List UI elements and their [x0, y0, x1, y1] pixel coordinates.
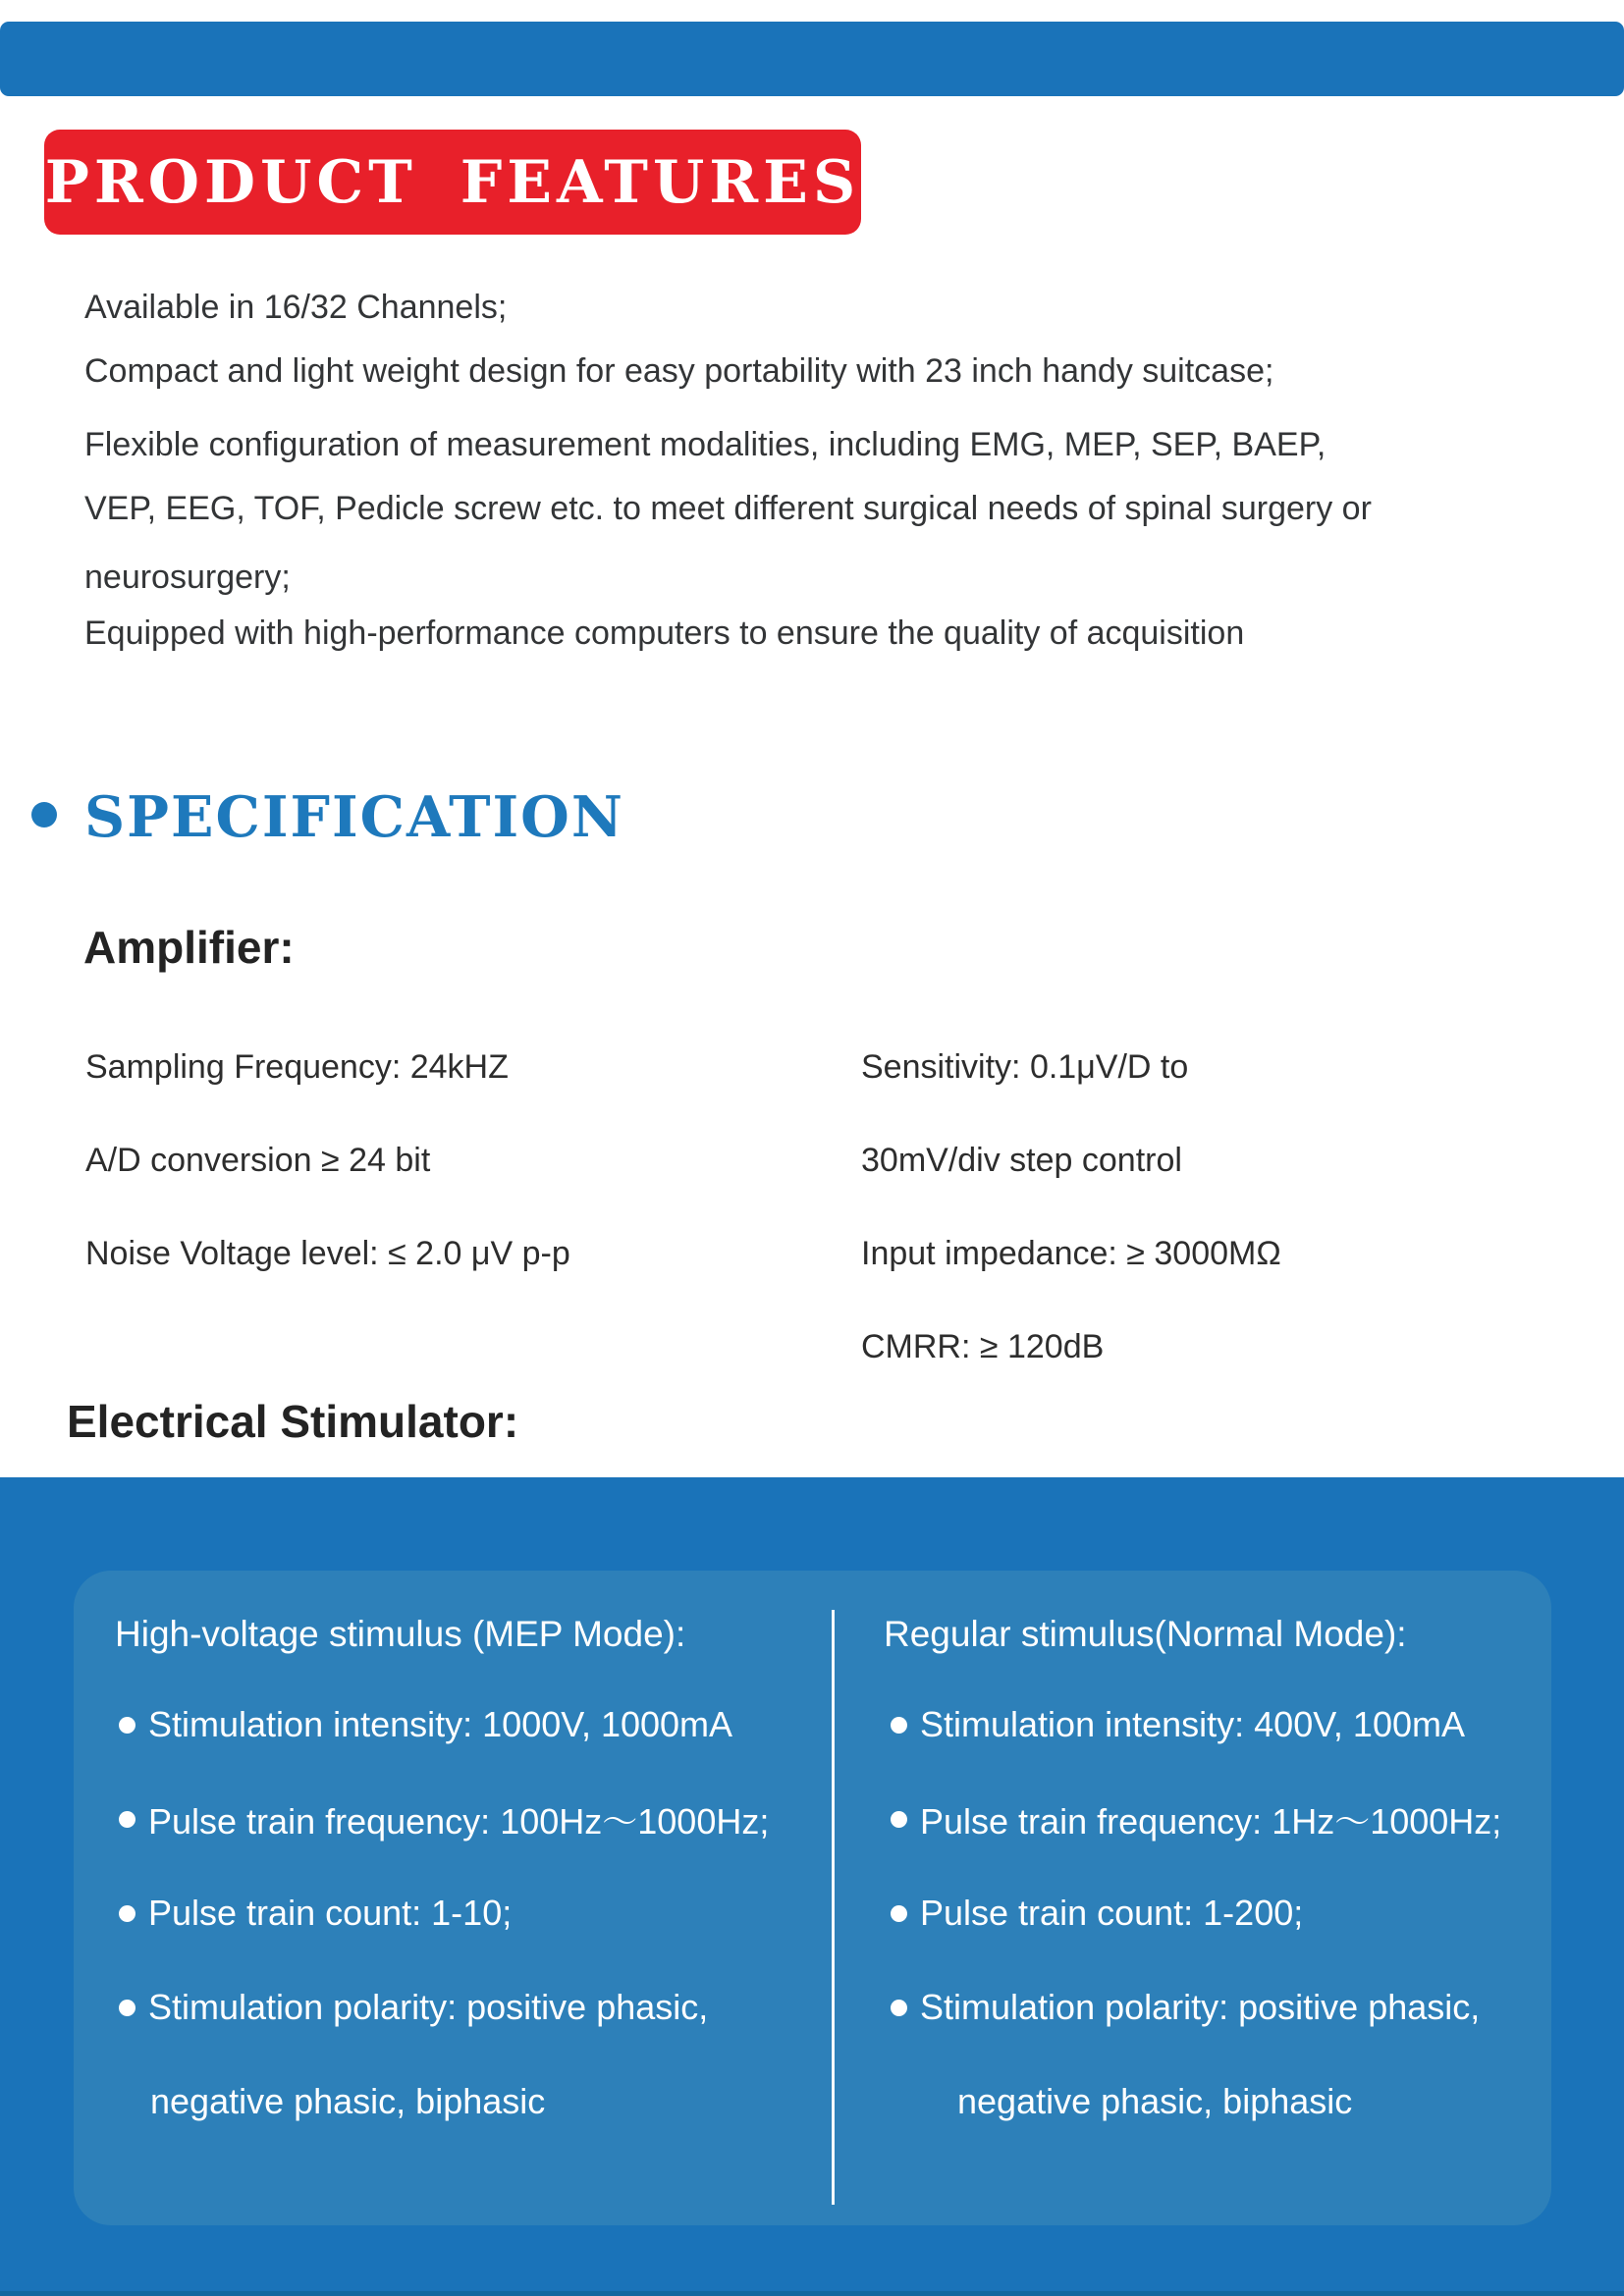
bullet-text: Stimulation intensity: 1000V, 1000mA	[148, 1704, 733, 1744]
bullet-dot-icon	[891, 1811, 907, 1828]
spec-line: Input impedance: ≥ 3000MΩ	[861, 1235, 1281, 1272]
normal-bullet-item	[891, 1986, 1480, 2029]
amplifier-heading: Amplifier:	[83, 922, 295, 973]
product-features-banner	[44, 130, 861, 235]
spec-line: Noise Voltage level: ≤ 2.0 μV p-p	[85, 1235, 570, 1272]
feature-line: Compact and light weight design for easy portability with 23 inch handy suitcase;	[84, 352, 1274, 390]
mep-column-header: High-voltage stimulus (MEP Mode):	[115, 1614, 686, 1654]
spec-line: 30mV/div step control	[861, 1142, 1182, 1179]
amplifier-left-column	[85, 1021, 570, 1301]
bullet-dot-icon	[891, 1717, 907, 1734]
bullet-text: Stimulation polarity: positive phasic,	[148, 1987, 709, 2027]
normal-bullet-item	[891, 1703, 1465, 1746]
bullet-dot-icon	[891, 1905, 907, 1922]
feature-line: VEP, EEG, TOF, Pedicle screw etc. to meet different surgical needs of spinal surgery or	[84, 490, 1372, 527]
bullet-text: Stimulation intensity: 400V, 100mA	[920, 1704, 1465, 1744]
spec-line: A/D conversion ≥ 24 bit	[85, 1142, 431, 1179]
amplifier-right-column	[861, 1021, 1281, 1394]
bullet-dot-icon	[119, 1905, 135, 1922]
bullet-text: Pulse train count: 1-200;	[920, 1893, 1304, 1933]
feature-line: Available in 16/32 Channels;	[84, 289, 508, 326]
bullet-text: Pulse train frequency: 100Hz～1000Hz;	[148, 1800, 770, 1842]
bullet-dot-icon	[119, 1811, 135, 1828]
bullet-text: Pulse train count: 1-10;	[148, 1893, 513, 1933]
bullet-dot-icon	[119, 2000, 135, 2016]
feature-line: Equipped with high-performance computers to ensure the quality of acquisition	[84, 614, 1245, 652]
normal-bullet-continuation	[957, 2080, 1352, 2123]
product-features-title: PRODUCT FEATURES	[44, 147, 861, 217]
mep-bullet-item	[119, 1986, 708, 2029]
bullet-text: Pulse train frequency: 1Hz～1000Hz;	[920, 1800, 1502, 1842]
spec-line: Sampling Frequency: 24kHZ	[85, 1048, 509, 1086]
specification-title: SPECIFICATION	[84, 784, 624, 850]
bottom-edge-strip	[0, 2291, 1624, 2296]
feature-line: Flexible configuration of measurement modalities, including EMG, MEP, SEP, BAEP,	[84, 426, 1326, 463]
normal-bullet-item	[891, 1797, 1501, 1841]
bullet-dot-icon	[891, 2000, 907, 2016]
bullet-text: Stimulation polarity: positive phasic,	[920, 1987, 1481, 2027]
feature-line: neurosurgery;	[84, 559, 291, 596]
bullet-text: negative phasic, biphasic	[957, 2081, 1353, 2121]
mep-bullet-continuation	[150, 2080, 545, 2123]
bullet-text: negative phasic, biphasic	[150, 2081, 546, 2121]
mep-bullet-item	[119, 1892, 512, 1935]
spec-line: CMRR: ≥ 120dB	[861, 1328, 1105, 1365]
electrical-stimulator-heading: Electrical Stimulator:	[67, 1396, 519, 1447]
column-divider-line	[832, 1610, 835, 2205]
bullet-dot-icon	[119, 1717, 135, 1734]
spec-line: Sensitivity: 0.1μV/D to	[861, 1048, 1189, 1086]
mep-bullet-item	[119, 1797, 769, 1841]
section-bullet-icon	[31, 802, 57, 828]
normal-bullet-item	[891, 1892, 1303, 1935]
normal-column-header: Regular stimulus(Normal Mode):	[884, 1614, 1407, 1654]
top-header-bar	[0, 22, 1624, 96]
mep-bullet-item	[119, 1703, 732, 1746]
